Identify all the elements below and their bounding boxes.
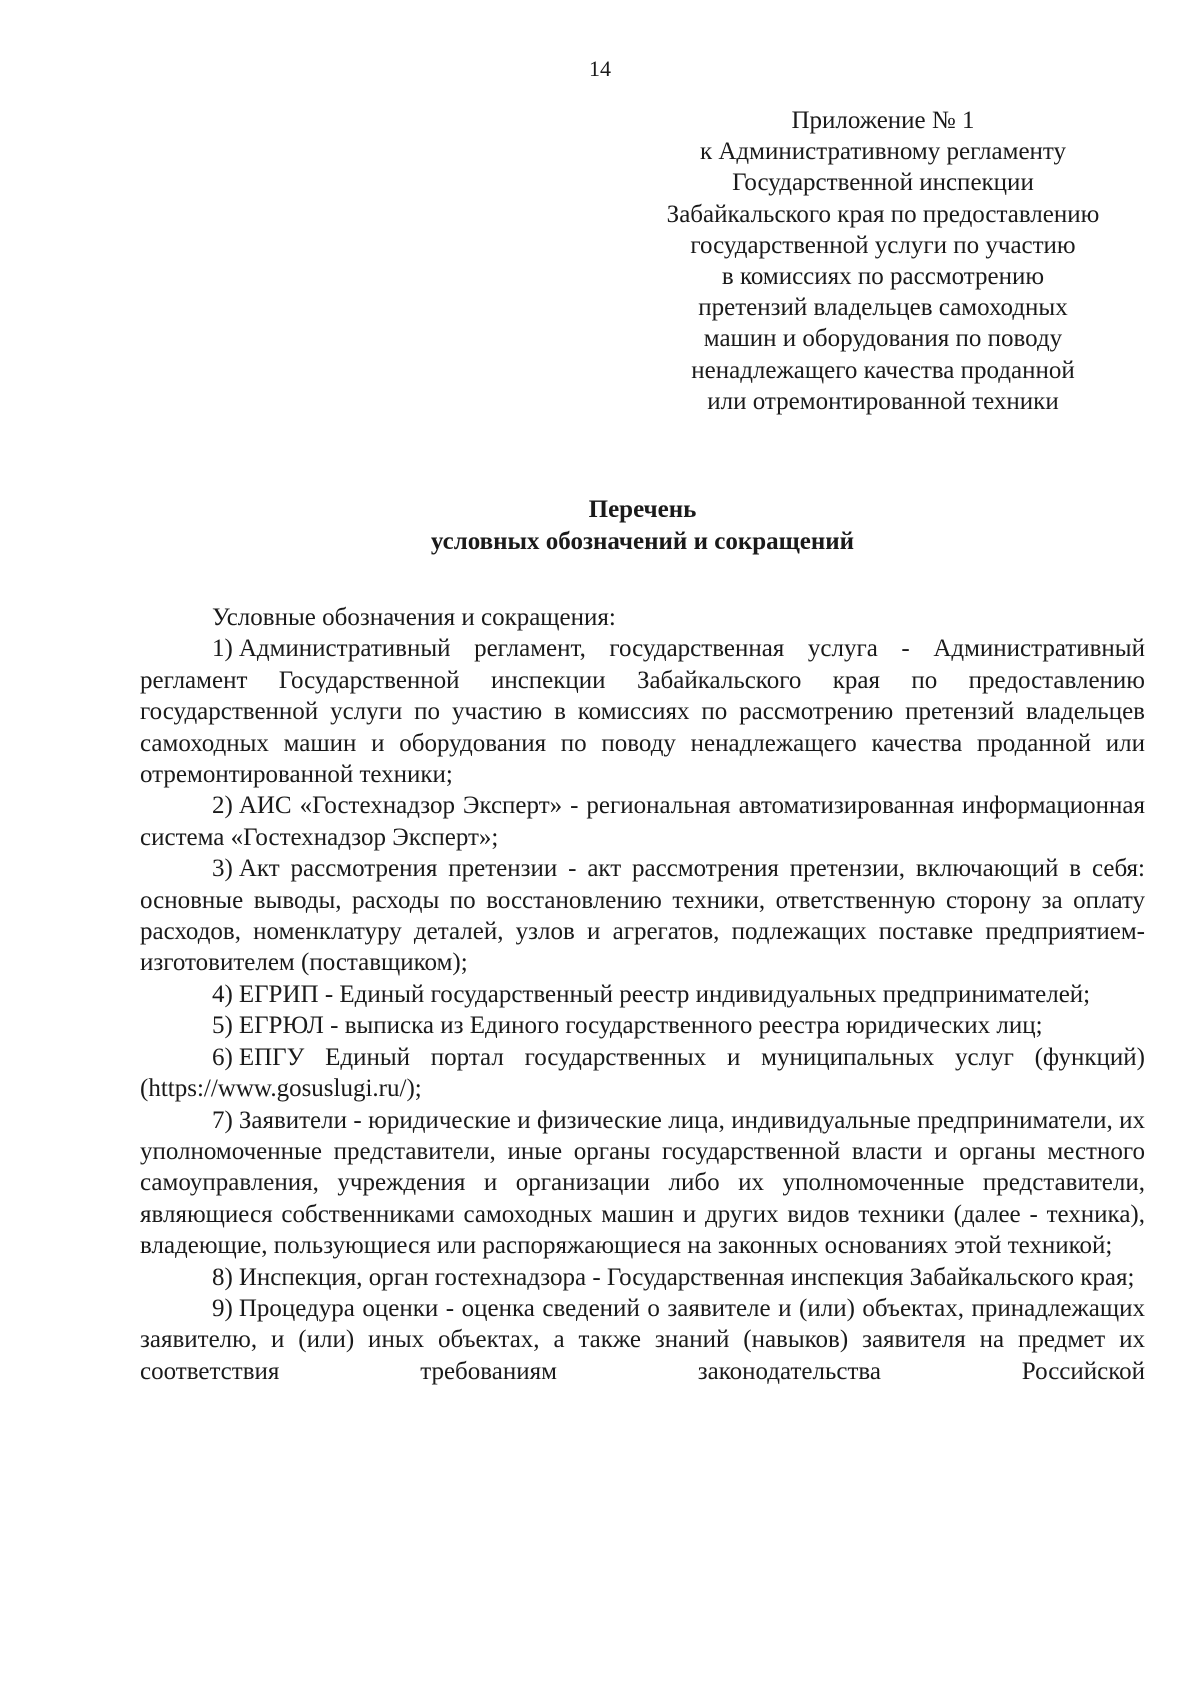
appendix-line: или отремонтированной техники — [707, 387, 1059, 415]
appendix-line: претензий владельцев самоходных — [698, 294, 1068, 322]
definition-item-4 — [140, 979, 1145, 1010]
document-title — [140, 494, 1145, 558]
item-text: Административный регламент, государственная услуга - Административный регламент Государственной инспекции Забайкальского края по предоставлению государственной услуги по участию в комиссиях по рассмотрению претензий владельцев самоходных машин и оборудования по поводу ненадлежащего качества проданной или отремонтированной техники; — [140, 635, 1145, 789]
item-text: ЕГРИП - Единый государственный реестр индивидуальных предпринимателей; — [238, 980, 1091, 1008]
item-number: 8) — [212, 1263, 233, 1291]
definition-item-9 — [140, 1293, 1145, 1387]
definition-item-5 — [140, 1010, 1145, 1041]
title-line-1: Перечень — [588, 496, 697, 523]
item-text: Процедура оценки - оценка сведений о заявителе и (или) объектах, принадлежащих заявителю, и (или) иных объектах, а также знаний (навыков) заявителя на предмет их соответствия требованиям законодательства Российской — [140, 1294, 1145, 1385]
item-number: 2) — [212, 792, 233, 820]
item-number: 5) — [212, 1012, 233, 1040]
item-number: 9) — [212, 1294, 233, 1322]
item-text: Заявители - юридические и физические лица, индивидуальные предприниматели, их уполномоченные представители, иные органы государственной власти и органы местного самоуправления, учреждения и организации либо их уполномоченные представители, являющиеся собственниками самоходных машин и других видов техники (далее - техника), владеющие, пользующиеся или распоряжающиеся на законных основаниях этой техникой; — [140, 1106, 1145, 1260]
appendix-line: машин и оборудования по поводу — [703, 325, 1063, 353]
item-number: 6) — [212, 1043, 233, 1071]
appendix-line: Приложение № 1 — [791, 107, 975, 134]
definition-item-1 — [140, 633, 1145, 790]
item-text: ЕПГУ Единый портал государственных и муниципальных услуг (функций) (https://www.gosuslugi.ru/); — [140, 1043, 1145, 1103]
item-text: Инспекция, орган гостехнадзора - Государственная инспекция Забайкальского края; — [238, 1263, 1135, 1291]
appendix-line: в комиссиях по рассмотрению — [721, 263, 1045, 291]
item-number: 3) — [212, 855, 233, 883]
item-number: 4) — [212, 980, 233, 1008]
item-text: Акт рассмотрения претензии - акт рассмотрения претензии, включающий в себя: основные выводы, расходы по восстановлению техники, ответственную сторону за оплату расходов, номенклатуру деталей, узлов и агрегатов, подлежащих поставке предприятием-изготовителем (поставщиком); — [140, 855, 1145, 977]
document-body — [140, 602, 1145, 1387]
definition-item-2 — [140, 790, 1145, 853]
intro-paragraph: Условные обозначения и сокращения: — [212, 604, 616, 631]
appendix-line: ненадлежащего качества проданной — [691, 356, 1075, 384]
page-number: 14 — [589, 56, 611, 81]
item-text: АИС «Гостехнадзор Эксперт» - региональная автоматизированная информационная система «Гостехнадзор Эксперт»; — [140, 792, 1145, 851]
definition-item-6 — [140, 1042, 1145, 1105]
appendix-line: государственной услуги по участию — [690, 231, 1076, 259]
item-number: 7) — [212, 1106, 233, 1134]
appendix-line: Государственной инспекции — [732, 169, 1034, 197]
title-line-2: условных обозначений и сокращений — [430, 528, 855, 555]
appendix-line: Забайкальского края по предоставлению — [666, 200, 1100, 228]
appendix-header — [618, 105, 1148, 417]
definition-item-7 — [140, 1105, 1145, 1262]
definition-item-3 — [140, 853, 1145, 979]
definition-item-8 — [140, 1262, 1145, 1293]
item-number: 1) — [212, 635, 233, 663]
appendix-line: к Административному регламенту — [699, 138, 1067, 166]
item-text: ЕГРЮЛ - выписка из Единого государственного реестра юридических лиц; — [238, 1012, 1043, 1040]
